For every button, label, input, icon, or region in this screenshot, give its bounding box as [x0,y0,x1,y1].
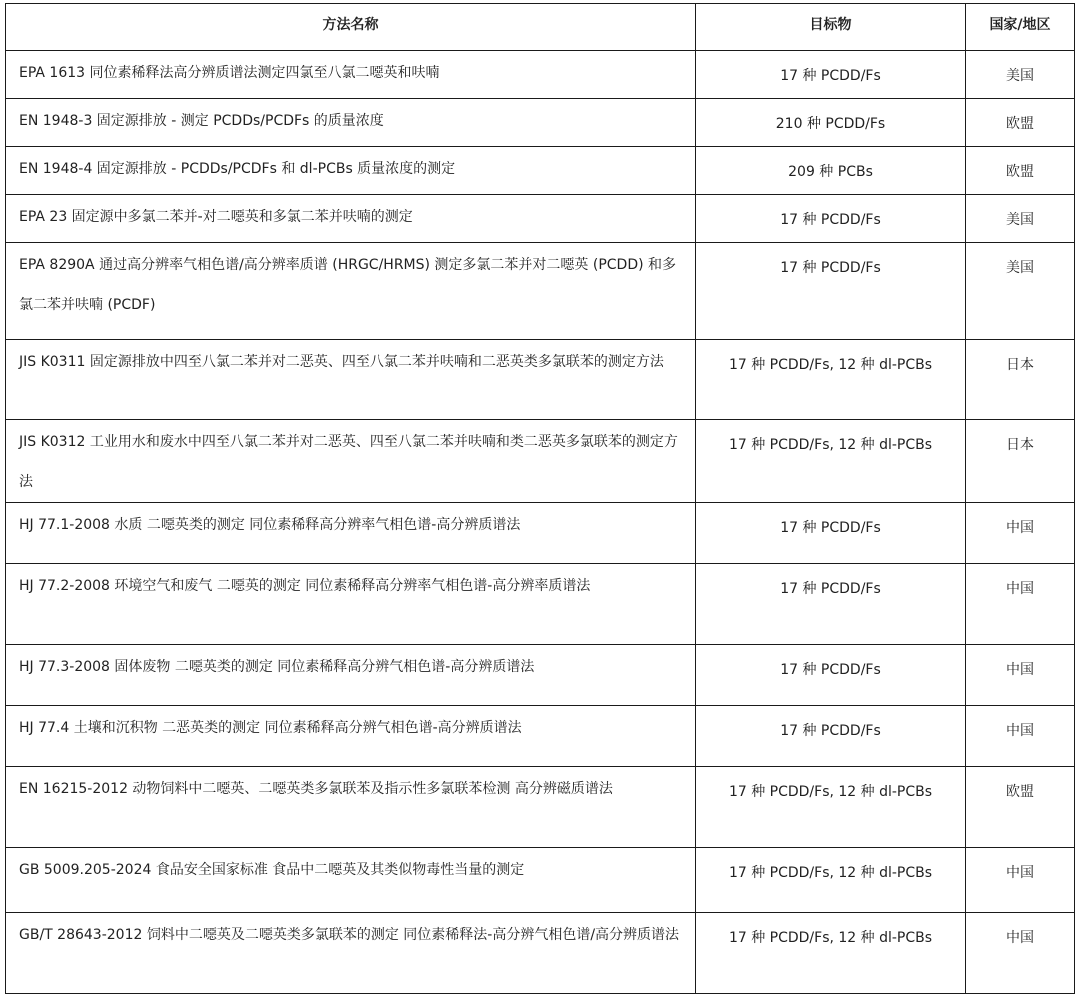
header-region: 国家/地区 [966,4,1075,51]
table-row [6,99,1075,147]
method-cell [6,564,696,645]
region-cell: 中国 [966,706,1075,767]
table-header-row [6,4,1075,51]
target-cell: 17 种 PCDD/Fs [696,503,966,564]
method-cell [6,767,696,848]
method-cell [6,848,696,913]
target-cell: 17 种 PCDD/Fs, 12 种 dl-PCBs [696,340,966,420]
method-cell [6,51,696,99]
method-cell [6,195,696,243]
table-row [6,767,1075,848]
method-text: HJ 77.4 土壤和沉积物 二恶英类的测定 同位素稀释高分辨气相色谱-高分辨质谱法 [19,720,522,736]
method-cell [6,99,696,147]
region-cell: 美国 [966,243,1075,340]
method-cell [6,645,696,706]
target-cell: 209 种 PCBs [696,147,966,195]
method-text: EN 16215-2012 动物饲料中二噁英、二噁英类多氯联苯及指示性多氯联苯检测 高分辨磁质谱法 [19,781,613,797]
method-cell [6,147,696,195]
method-text: EN 1948-4 固定源排放 - PCDDs/PCDFs 和 dl-PCBs 质量浓度的测定 [19,161,456,177]
target-cell: 17 种 PCDD/Fs, 12 种 dl-PCBs [696,913,966,994]
target-cell: 17 种 PCDD/Fs [696,706,966,767]
method-cell [6,913,696,994]
region-cell: 欧盟 [966,99,1075,147]
table-row [6,564,1075,645]
method-cell [6,706,696,767]
method-text: EN 1948-3 固定源排放 - 测定 PCDDs/PCDFs 的质量浓度 [19,113,384,129]
table-row [6,243,1075,340]
method-text: EPA 23 固定源中多氯二苯并-对二噁英和多氯二苯并呋喃的测定 [19,209,413,225]
target-cell: 17 种 PCDD/Fs [696,51,966,99]
method-cell [6,503,696,564]
region-cell: 中国 [966,848,1075,913]
method-text: HJ 77.2-2008 环境空气和废气 二噁英的测定 同位素稀释高分辨率气相色谱-高分辨率质谱法 [19,578,591,594]
method-cell [6,243,696,340]
header-method: 方法名称 [6,4,696,51]
target-cell: 17 种 PCDD/Fs, 12 种 dl-PCBs [696,767,966,848]
region-cell: 日本 [966,420,1075,503]
method-text: HJ 77.3-2008 固体废物 二噁英类的测定 同位素稀释高分辨气相色谱-高分辨质谱法 [19,659,535,675]
target-cell: 17 种 PCDD/Fs, 12 种 dl-PCBs [696,420,966,503]
table-row [6,848,1075,913]
table-row [6,340,1075,420]
target-cell: 17 种 PCDD/Fs [696,645,966,706]
target-cell: 17 种 PCDD/Fs [696,195,966,243]
table-row [6,51,1075,99]
table-row [6,195,1075,243]
target-cell: 210 种 PCDD/Fs [696,99,966,147]
target-cell: 17 种 PCDD/Fs [696,243,966,340]
region-cell: 中国 [966,645,1075,706]
method-text: EPA 8290A 通过高分辨率气相色谱/高分辨率质谱 (HRGC/HRMS) 测定多氯二苯并对二噁英 (PCDD) 和多氯二苯并呋喃 (PCDF) [19,257,677,313]
method-text: HJ 77.1-2008 水质 二噁英类的测定 同位素稀释高分辨率气相色谱-高分辨质谱法 [19,517,521,533]
table-row [6,147,1075,195]
region-cell: 欧盟 [966,767,1075,848]
standards-table-container [5,3,1075,994]
method-text: JIS K0312 工业用水和废水中四至八氯二苯并对二恶英、四至八氯二苯并呋喃和类二恶英多氯联苯的测定方法 [19,434,678,490]
table-row [6,645,1075,706]
target-cell: 17 种 PCDD/Fs [696,564,966,645]
table-row [6,913,1075,994]
method-cell [6,420,696,503]
target-cell: 17 种 PCDD/Fs, 12 种 dl-PCBs [696,848,966,913]
table-row [6,420,1075,503]
method-cell [6,340,696,420]
region-cell: 日本 [966,340,1075,420]
method-text: JIS K0311 固定源排放中四至八氯二苯并对二恶英、四至八氯二苯并呋喃和二恶英类多氯联苯的测定方法 [19,354,664,370]
method-text: GB 5009.205-2024 食品安全国家标准 食品中二噁英及其类似物毒性当量的测定 [19,862,525,878]
method-text: EPA 1613 同位素稀释法高分辨质谱法测定四氯至八氯二噁英和呋喃 [19,65,440,81]
method-text: GB/T 28643-2012 饲料中二噁英及二噁英类多氯联苯的测定 同位素稀释法-高分辨气相色谱/高分辨质谱法 [19,927,680,943]
region-cell: 中国 [966,564,1075,645]
region-cell: 中国 [966,503,1075,564]
table-row [6,706,1075,767]
header-target: 目标物 [696,4,966,51]
region-cell: 美国 [966,195,1075,243]
region-cell: 欧盟 [966,147,1075,195]
region-cell: 美国 [966,51,1075,99]
standards-table [5,3,1075,994]
table-row [6,503,1075,564]
region-cell: 中国 [966,913,1075,994]
